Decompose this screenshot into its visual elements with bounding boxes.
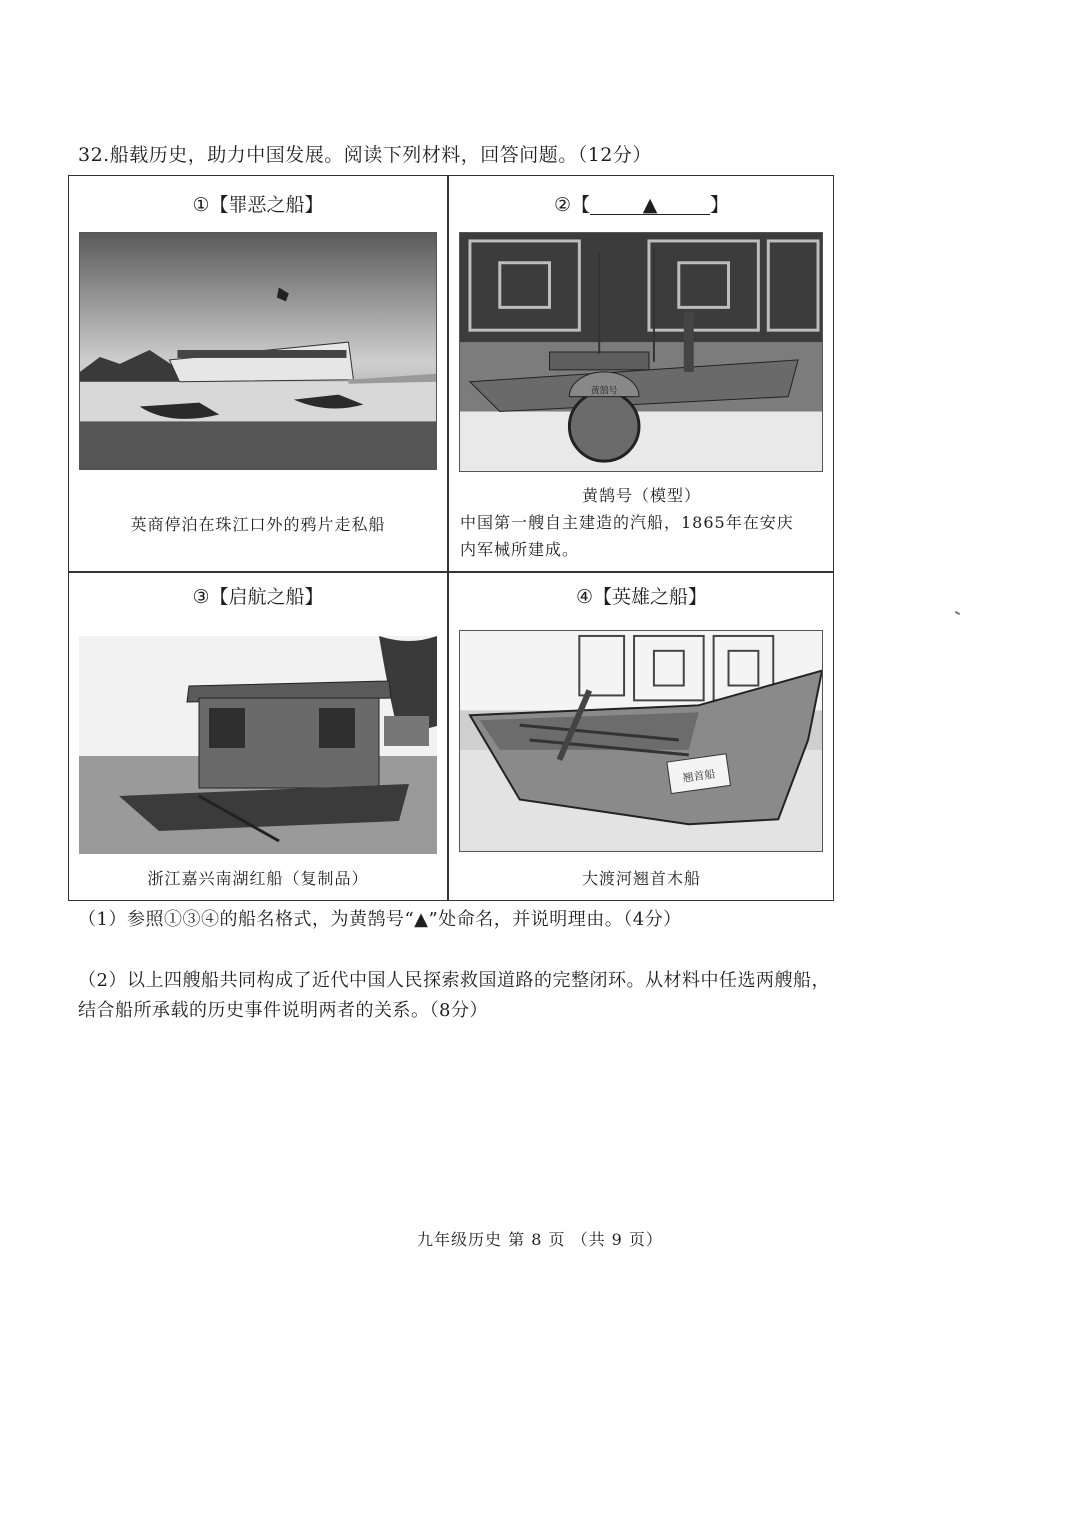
cell-title: ④【英雄之船】 — [575, 586, 708, 608]
question-title: 32.船载历史，助力中国发展。阅读下列材料，回答问题。（12分） — [78, 144, 652, 166]
cell-title: ②【 ▲ 】 — [553, 194, 730, 216]
sub-question-1: （1）参照①③④的船名格式，为黄鹄号“▲”处命名，并说明理由。（4分） — [78, 909, 682, 930]
material-grid — [68, 175, 834, 901]
cell-hero-ship — [448, 572, 835, 902]
page-footer: 九年级历史 第 8 页 （共 9 页） — [417, 1230, 663, 1249]
sub-question-2-cont: 结合船所承载的历史事件说明两者的关系。（8分） — [78, 1000, 488, 1021]
model-nameplate: 黄鹄号 — [590, 386, 618, 397]
cell-caption-detail: 中国第一艘自主建造的汽船，1865年在安庆 内军械所建成。 — [460, 513, 794, 559]
cell-huanghu-ship — [448, 176, 835, 571]
boat-sign: 翘首船 — [681, 767, 717, 785]
name-blank: ▲ — [590, 196, 710, 215]
cell-launch-ship — [69, 572, 447, 902]
cell-caption: 黄鹄号（模型） — [581, 486, 701, 505]
sub-question-2: （2）以上四艘船共同构成了近代中国人民探索救国道路的完整闭环。从材料中任选两艘船， — [78, 970, 830, 991]
cell-caption: 大渡河翘首木船 — [581, 869, 701, 888]
scan-speck — [955, 611, 960, 615]
cell-crime-ship — [69, 176, 447, 571]
cell-caption: 英商停泊在珠江口外的鸦片走私船 — [130, 515, 386, 534]
red-boat-photo — [79, 636, 437, 854]
huanghu-model-photo — [459, 232, 823, 472]
cell-title: ③【启航之船】 — [192, 586, 324, 608]
cell-caption: 浙江嘉兴南湖红船（复制品） — [147, 869, 369, 888]
opium-ship-photo — [79, 232, 437, 470]
cell-title: ①【罪恶之船】 — [192, 194, 324, 216]
answer-space[interactable] — [78, 1030, 838, 1210]
wooden-boat-photo — [459, 630, 823, 852]
